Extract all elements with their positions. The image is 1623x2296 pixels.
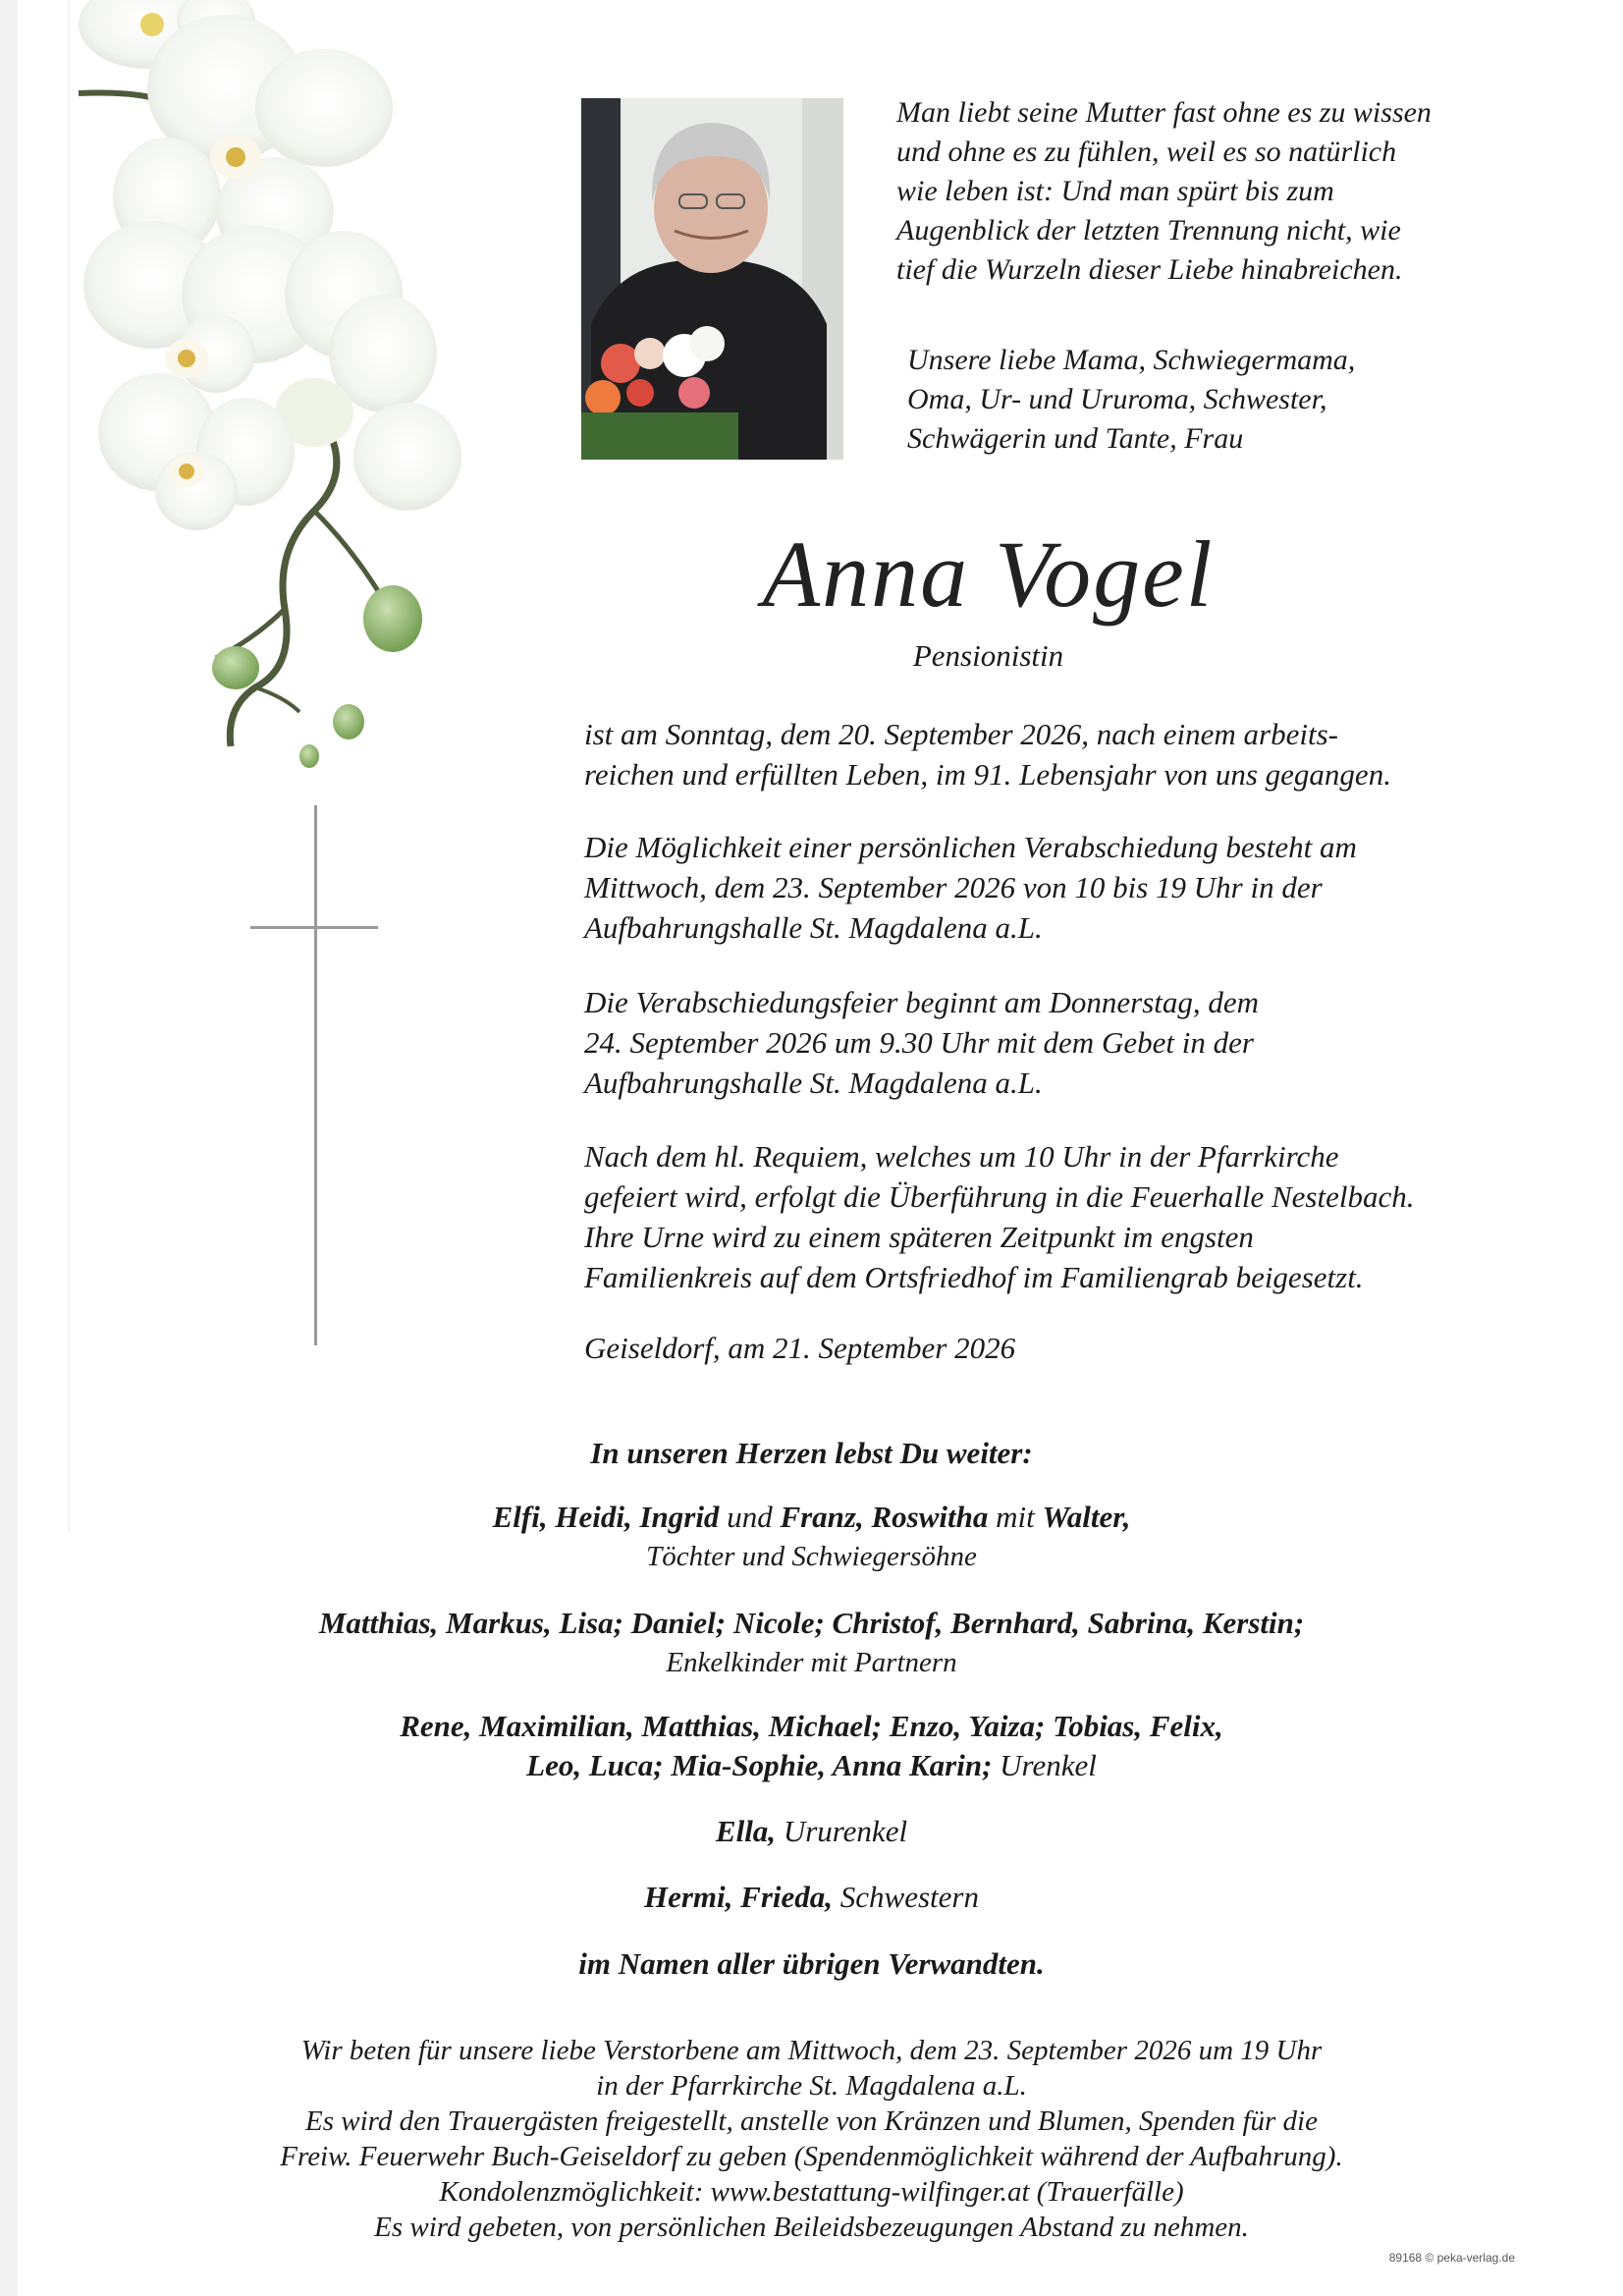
paragraph-line: Mittwoch, dem 23. September 2026 von 10 bis 19 Uhr in der — [584, 870, 1323, 904]
paragraph-line: Ihre Urne wird zu einem späteren Zeitpunkt im engsten — [584, 1220, 1254, 1254]
other-relatives: im Namen aller übrigen Verwandten. — [578, 1946, 1045, 1981]
daughters-names: Elfi, Heidi, Ingrid — [492, 1500, 720, 1534]
family-motto: In unseren Herzen lebst Du weiter: — [590, 1436, 1033, 1470]
paragraph-line: Die Verabschiedungsfeier beginnt am Donnerstag, dem — [584, 985, 1260, 1019]
requiem-paragraph — [584, 1136, 1414, 1297]
print-code: 89168 © peka-verlag.de — [1388, 2251, 1515, 2265]
poem-line: Augenblick der letzten Trennung nicht, wie — [896, 214, 1401, 246]
great-grandchildren-names: Leo, Luca; Mia-Sophie, Anna Karin; — [526, 1748, 993, 1782]
occupation: Pensionistin — [912, 638, 1064, 673]
portrait-photo — [581, 98, 843, 460]
daughters-line — [0, 1498, 1623, 1537]
footer-line: Freiw. Feuerwehr Buch-Geiseldorf zu geben (Spendenmöglichkeit während der Aufbahrung). — [280, 2141, 1343, 2172]
paragraph-line: Aufbahrungshalle St. Magdalena a.L. — [584, 1066, 1043, 1100]
sisters-names: Hermi, Frieda, — [644, 1880, 834, 1914]
grandchildren-role: Enkelkinder mit Partnern — [666, 1647, 957, 1678]
footer-line: Kondolenzmöglichkeit: www.bestattung-wilfinger.at (Trauerfälle) — [439, 2176, 1184, 2208]
great-great-role: Ururenkel — [783, 1814, 908, 1848]
daughters-role: Töchter und Schwiegersöhne — [646, 1541, 977, 1572]
great-grandchildren-names: Rene, Maximilian, Matthias, Michael; Enzo, Yaiza; Tobias, Felix, — [400, 1709, 1223, 1743]
grandchildren-names: Matthias, Markus, Lisa; Daniel; Nicole; Christof, Bernhard, Sabrina, Kerstin; — [318, 1606, 1305, 1640]
daughters-names: Walter, — [1042, 1500, 1131, 1534]
daughters-names: Franz, Roswitha — [780, 1500, 989, 1534]
connector-und: und — [719, 1500, 781, 1534]
orchid-illustration — [59, 0, 520, 805]
intro-line: Schwägerin und Tante, Frau — [907, 422, 1244, 455]
paragraph-line: Familienkreis auf dem Ortsfriedhof im Familiengrab beigesetzt. — [584, 1260, 1364, 1294]
intro-line: Oma, Ur- und Ururoma, Schwester, — [907, 383, 1327, 415]
poem — [896, 93, 1432, 290]
great-grandchildren-line — [0, 1746, 1623, 1785]
paragraph-line: Die Möglichkeit einer persönlichen Verabschiedung besteht am — [584, 830, 1357, 864]
great-great-names: Ella, — [715, 1814, 777, 1848]
paragraph-line: Nach dem hl. Requiem, welches um 10 Uhr in der Pfarrkirche — [584, 1139, 1339, 1174]
great-grandchildren-role: Urenkel — [1000, 1748, 1097, 1782]
footer-line: in der Pfarrkirche St. Magdalena a.L. — [596, 2070, 1027, 2102]
intro-line: Unsere liebe Mama, Schwiegermama, — [907, 344, 1356, 376]
cross-symbol — [250, 805, 378, 1355]
place-date: Geiseldorf, am 21. September 2026 — [584, 1331, 1016, 1365]
paragraph-line: 24. September 2026 um 9.30 Uhr mit dem Gebet in der — [584, 1025, 1254, 1060]
sisters-role: Schwestern — [839, 1880, 979, 1914]
footer-line: Wir beten für unsere liebe Verstorbene am Mittwoch, dem 23. September 2026 um 19 Uhr — [300, 2035, 1323, 2066]
footer-line: Es wird gebeten, von persönlichen Beileidsbezeugungen Abstand zu nehmen. — [374, 2212, 1249, 2243]
poem-line: wie leben ist: Und man spürt bis zum — [896, 175, 1334, 207]
viewing-paragraph — [584, 827, 1357, 948]
deceased-name: Anna Vogel — [762, 521, 1215, 627]
great-great-grandchildren-line — [0, 1812, 1623, 1851]
poem-line: Man liebt seine Mutter fast ohne es zu wissen — [896, 96, 1432, 129]
death-notice-paragraph — [584, 714, 1391, 794]
paragraph-line: reichen und erfüllten Leben, im 91. Lebensjahr von uns gegangen. — [584, 757, 1391, 792]
sisters-line — [0, 1878, 1623, 1917]
poem-line: und ohne es zu fühlen, weil es so natürlich — [896, 136, 1397, 168]
paragraph-line: Aufbahrungshalle St. Magdalena a.L. — [584, 910, 1043, 945]
paragraph-line: ist am Sonntag, dem 20. September 2026, nach einem arbeits- — [584, 717, 1338, 751]
ceremony-paragraph — [584, 982, 1259, 1103]
paragraph-line: gefeiert wird, erfolgt die Überführung in die Feuerhalle Nestelbach. — [584, 1179, 1415, 1214]
intro-text — [907, 341, 1355, 459]
cross-horizontal — [250, 926, 378, 929]
cross-vertical — [314, 805, 317, 1345]
footer-line: Es wird den Trauergästen freigestellt, anstelle von Kränzen und Blumen, Spenden für die — [304, 2105, 1318, 2137]
connector-mit: mit — [988, 1500, 1043, 1534]
poem-line: tief die Wurzeln dieser Liebe hinabreichen. — [896, 253, 1403, 286]
